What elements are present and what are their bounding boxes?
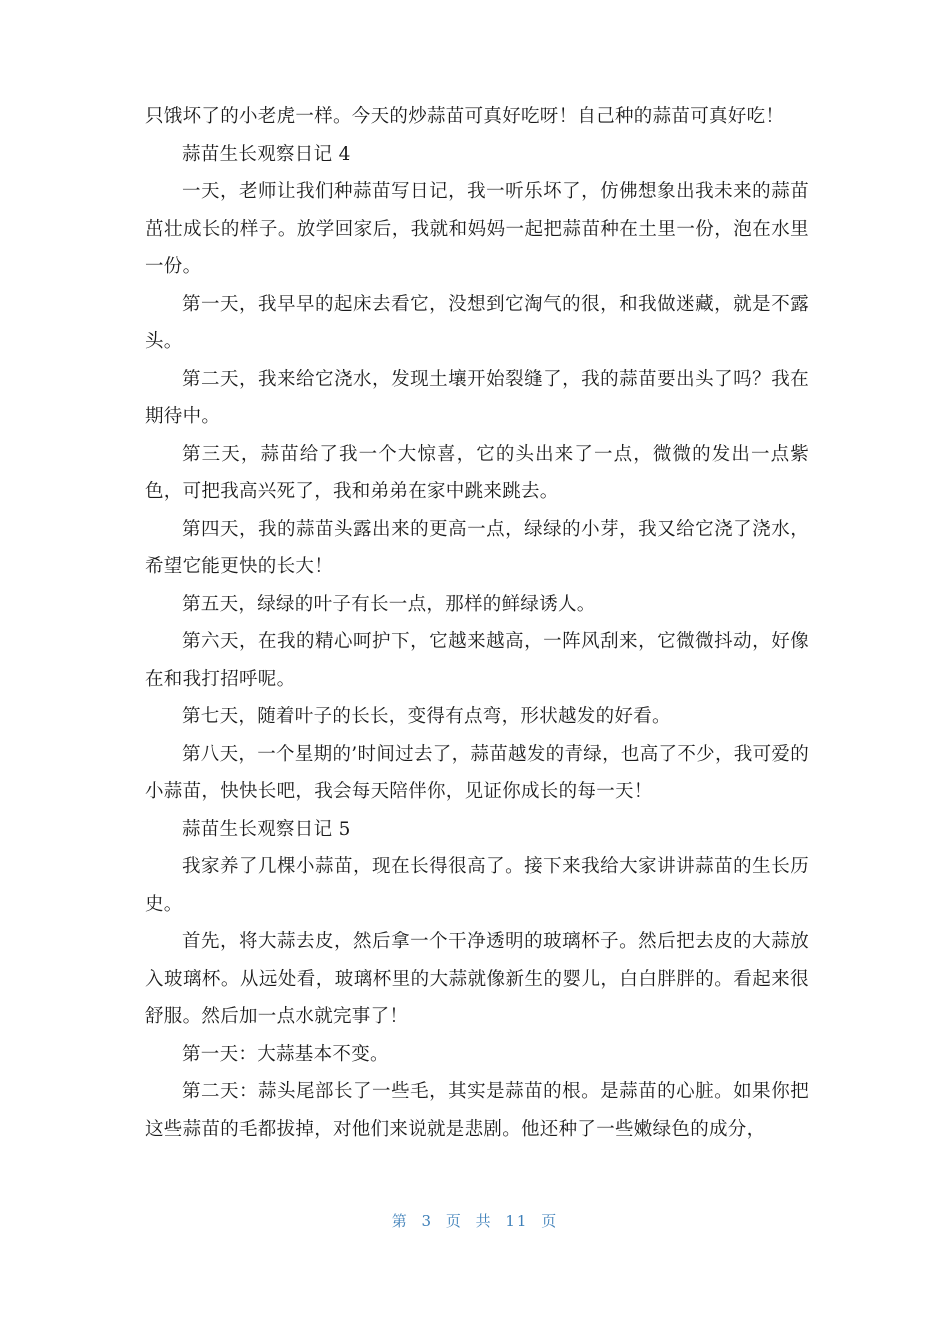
page-number-footer: 第 3 页 共 11 页 <box>391 1212 559 1230</box>
paragraph-intro: 我家养了几棵小蒜苗，现在长得很高了。接下来我给大家讲讲蒜苗的生长历史。 <box>145 856 809 915</box>
section-heading-diary-5: 蒜苗生长观察日记 5 <box>182 818 351 840</box>
paragraph-first-day: 第一天：大蒜基本不变。 <box>182 1043 389 1065</box>
paragraph-day-4: 第四天，我的蒜苗头露出来的更高一点，绿绿的小芽，我又给它浇了浇水，希望它能更快的长大！ <box>145 518 809 577</box>
paragraph-1: 只饿坏了的小老虎一样。今天的炒蒜苗可真好吃呀！自己种的蒜苗可真好吃！ <box>145 106 785 127</box>
paragraph-3: 一天，老师让我们种蒜苗写日记，我一听乐坏了，仿佛想象出我未来的蒜苗茁壮成长的样子。放学回家后，我就和妈妈一起把蒜苗种在土里一份，泡在水里一份。 <box>145 181 809 277</box>
paragraph-second-day: 第二天：蒜头尾部长了一些毛，其实是蒜苗的根。是蒜苗的心脏。如果你把这些蒜苗的毛都拔掉，对他们来说就是悲剧。他还种了一些嫩绿色的成分， <box>145 1081 809 1140</box>
paragraph-preparation: 首先，将大蒜去皮，然后拿一个干净透明的玻璃杯子。然后把去皮的大蒜放入玻璃杯。从远处看，玻璃杯里的大蒜就像新生的婴儿，白白胖胖的。看起来很舒服。然后加一点水就完事了！ <box>145 931 809 1027</box>
section-heading-diary-4: 蒜苗生长观察日记 4 <box>182 143 351 165</box>
paragraph-day-5: 第五天，绿绿的叶子有长一点，那样的鲜绿诱人。 <box>182 593 596 615</box>
paragraph-day-3: 第三天，蒜苗给了我一个大惊喜，它的头出来了一点，微微的发出一点紫色，可把我高兴死了，我和弟弟在家中跳来跳去。 <box>145 443 809 502</box>
paragraph-day-2: 第二天，我来给它浇水，发现土壤开始裂缝了，我的蒜苗要出头了吗？我在期待中。 <box>145 368 809 427</box>
paragraph-day-1: 第一天，我早早的起床去看它，没想到它淘气的很，和我做迷藏，就是不露头。 <box>145 293 809 352</box>
paragraph-day-7: 第七天，随着叶子的长长，变得有点弯，形状越发的好看。 <box>182 706 671 727</box>
paragraph-day-6: 第六天，在我的精心呵护下，它越来越高，一阵风刮来，它微微抖动，好像在和我打招呼呢。 <box>145 631 809 690</box>
document-body <box>145 98 809 1148</box>
paragraph-day-8: 第八天，一个星期的’时间过去了，蒜苗越发的青绿，也高了不少，我可爱的小蒜苗，快快长吧，我会每天陪伴你，见证你成长的每一天！ <box>145 743 809 802</box>
